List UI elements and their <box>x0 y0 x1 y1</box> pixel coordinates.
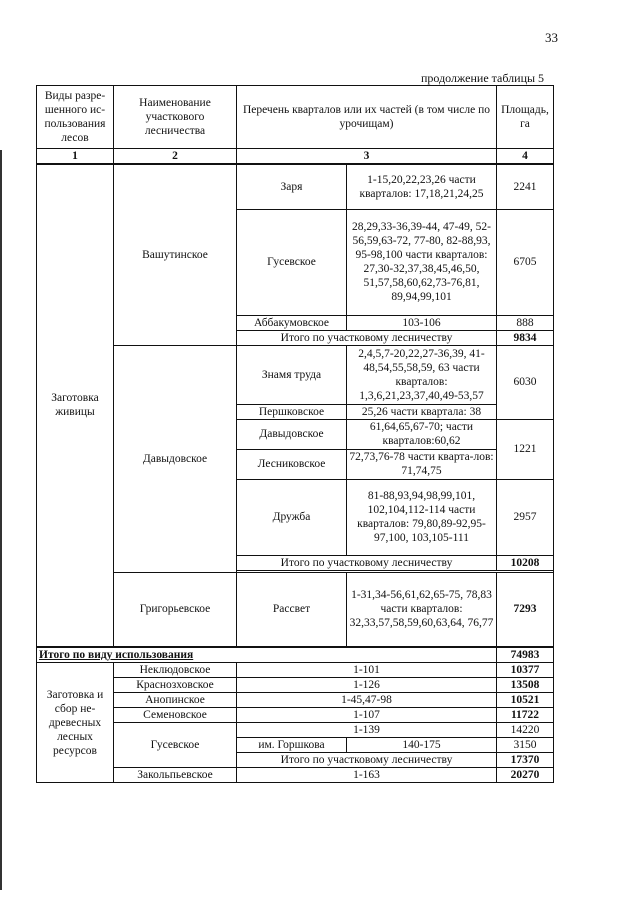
quarters-zakolpievskoe: 1-163 <box>237 768 497 783</box>
area-gorshkova: 3150 <box>497 738 554 753</box>
column-number: 4 <box>497 149 554 165</box>
tract-gorshkova: им. Горшкова <box>237 738 347 753</box>
quarters-znamya-truda: 2,4,5,7-20,22,27-36,39, 41-48,54,55,58,59, 63 части кварталов: 1,3,6,21,23,37,40,49-53,57 <box>347 345 497 404</box>
table-row <box>37 663 554 678</box>
table-row <box>37 678 554 693</box>
column-number: 3 <box>237 149 497 165</box>
area-krasnozkhovskoe: 13508 <box>497 678 554 693</box>
forestry-zakolpievskoe: Закольпьевское <box>114 768 237 783</box>
subtotal-area: 10208 <box>497 555 554 570</box>
page-number: 33 <box>545 30 558 45</box>
table-row <box>37 708 554 723</box>
forest-use-table-lower <box>36 647 554 783</box>
quarters-rassvet: 1-31,34-56,61,62,65-75, 78,83 части кварталов: 32,33,57,58,59,60,63,64, 76,77 <box>347 572 497 646</box>
forest-use-table <box>36 85 554 647</box>
forestry-grigorievskoe: Григорьевское <box>114 572 237 646</box>
table-header-row <box>37 86 554 149</box>
subtotal-label: Итого по участковому лесничеству <box>237 555 497 570</box>
table-row <box>37 648 554 663</box>
area-nekludovskoe: 10377 <box>497 663 554 678</box>
table-row <box>37 768 554 783</box>
table-row <box>37 693 554 708</box>
forestry-vashutinskoe: Вашутинское <box>114 164 237 345</box>
quarters-pershkovskoe: 25,26 части квартала: 38 <box>347 404 497 419</box>
forestry-semenovskoe: Семеновское <box>114 708 237 723</box>
area-anopinskoe: 10521 <box>497 693 554 708</box>
subtotal-label: Итого по участковому лесничеству <box>237 330 497 345</box>
area-gusevskoe: 14220 <box>497 723 554 738</box>
table-continuation-caption: продолжение таблицы 5 <box>421 71 545 85</box>
header-area: Площадь, га <box>497 86 554 149</box>
quarters-druzhba: 81-88,93,94,98,99,101, 102,104,112-114 части кварталов: 79,80,89-92,95-97,100, 103,105-111 <box>347 479 497 555</box>
area-davydovskoe-lesnikovskoe: 1221 <box>497 419 554 479</box>
quarters-anopinskoe: 1-45,47-98 <box>237 693 497 708</box>
use-total-label: Итого по виду использования <box>37 648 497 663</box>
tract-rassvet: Рассвет <box>237 572 347 646</box>
area-semenovskoe: 11722 <box>497 708 554 723</box>
area-rassvet: 7293 <box>497 572 554 646</box>
quarters-davydovskoe: 61,64,65,67-70; части кварталов:60,62 <box>347 419 497 449</box>
quarters-gusevskoe: 28,29,33-36,39-44, 47-49, 52-56,59,63-72, 77-80, 82-88,93, 95-98,100 части кварталов: 27,30-32,37,38,45,46,50, 51,57,58,60,62,73-76,81, 89,94,99,101 <box>347 209 497 315</box>
area-druzhba: 2957 <box>497 479 554 555</box>
table-row <box>37 572 554 646</box>
quarters-zarya: 1-15,20,22,23,26 части кварталов: 17,18,21,24,25 <box>347 164 497 209</box>
column-number: 2 <box>114 149 237 165</box>
forestry-krasnozkhovskoe: Краснозховское <box>114 678 237 693</box>
subtotal-area: 17370 <box>497 753 554 768</box>
table-row <box>37 723 554 738</box>
area-abbakumovskoe: 888 <box>497 315 554 330</box>
quarters-gusevskoe: 1-139 <box>237 723 497 738</box>
use-type-resin: Заготовка живицы <box>37 164 114 646</box>
area-gusevskoe: 6705 <box>497 209 554 315</box>
use-total-area: 74983 <box>497 648 554 663</box>
forestry-nekludovskoe: Неклюдовское <box>114 663 237 678</box>
tract-abbakumovskoe: Аббакумовское <box>237 315 347 330</box>
column-number: 1 <box>37 149 114 165</box>
forestry-gusevskoe: Гусевское <box>114 723 237 768</box>
area-zakolpievskoe: 20270 <box>497 768 554 783</box>
subtotal-label: Итого по участковому лесничеству <box>237 753 497 768</box>
tract-pershkovskoe: Першковское <box>237 404 347 419</box>
header-use-type: Виды разре-шенного ис-пользования лесов <box>37 86 114 149</box>
quarters-gorshkova: 140-175 <box>347 738 497 753</box>
forestry-anopinskoe: Анопинское <box>114 693 237 708</box>
quarters-lesnikovskoe: 72,73,76-78 части кварта-лов: 71,74,75 <box>347 449 497 479</box>
tract-znamya-truda: Знамя труда <box>237 345 347 404</box>
quarters-abbakumovskoe: 103-106 <box>347 315 497 330</box>
tract-lesnikovskoe: Лесниковское <box>237 449 347 479</box>
area-zarya: 2241 <box>497 164 554 209</box>
tract-druzhba: Дружба <box>237 479 347 555</box>
quarters-semenovskoe: 1-107 <box>237 708 497 723</box>
subtotal-area: 9834 <box>497 330 554 345</box>
tract-gusevskoe: Гусевское <box>237 209 347 315</box>
table-row <box>37 164 554 209</box>
area-znamya-pershkovskoe: 6030 <box>497 345 554 419</box>
tract-zarya: Заря <box>237 164 347 209</box>
header-quarters: Перечень кварталов или их частей (в том числе по урочищам) <box>237 86 497 149</box>
tract-davydovskoe: Давыдовское <box>237 419 347 449</box>
column-number-row <box>37 149 554 165</box>
use-type-nontimber: Заготовка и сбор не-древесных лесных ресурсов <box>37 663 114 783</box>
header-forestry-name: Наименование участкового лесничества <box>114 86 237 149</box>
table-row <box>37 345 554 404</box>
quarters-krasnozkhovskoe: 1-126 <box>237 678 497 693</box>
forestry-davydovskoe: Давыдовское <box>114 345 237 572</box>
scan-left-edge <box>0 150 5 890</box>
quarters-nekludovskoe: 1-101 <box>237 663 497 678</box>
